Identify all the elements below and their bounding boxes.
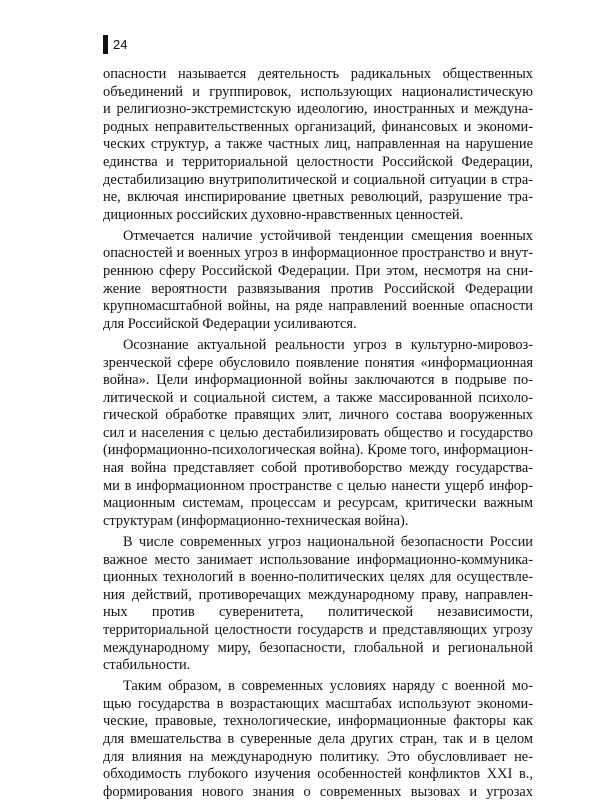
text-line: литической и социальной систем, а также массированной психоло-	[103, 389, 533, 406]
text-line: сил и населения с целью дестабилизировать общество и государство	[103, 424, 533, 441]
text-line: стабильности.	[103, 657, 191, 674]
text-line: реннюю сферу Российской Федерации. При этом, несмотря на сни-	[103, 263, 533, 280]
text-line: война». Цели информационной войны заключаются в подрыве по-	[103, 372, 533, 389]
text-line: обходимость глубокого изучения особенностей конфликтов XXI в.,	[103, 766, 533, 783]
text-line: единства и территориальной целостности Российской Федерации,	[103, 153, 533, 170]
paragraph	[103, 228, 533, 334]
text-line: зренческой сфере обусловило появление понятия «информационная	[103, 354, 533, 371]
text-line: щью государства в возрастающих масштабах используют экономи-	[103, 695, 533, 712]
paragraph	[103, 337, 533, 531]
text-line: жение вероятности развязывания против Российской Федерации	[103, 280, 533, 297]
text-line: ния действий, противоречащих международному праву, направлен-	[103, 586, 533, 603]
text-line: крупномасштабной войны, на ряде направлений военные опасности	[103, 298, 533, 315]
paragraph	[103, 66, 533, 224]
text-line: опасности называется деятельность радикальных общественных	[103, 66, 533, 82]
text-line: Осознание актуальной реальности угроз в культурно-мировоз-	[123, 336, 533, 353]
text-line: международному миру, безопасности, глобальной и региональной	[103, 639, 533, 656]
page-number: 24	[113, 37, 128, 52]
text-line: ная война представляет собой противоборство между государства-	[103, 460, 533, 477]
text-line: ческие, правовые, технологические, информационные факторы как	[103, 713, 533, 730]
text-line: ческих структур, а также частных лиц, направленная на нарушение	[103, 136, 533, 153]
text-line: гической обработке правящих элит, личного состава вооруженных	[103, 407, 533, 424]
text-line: не, включая инспирирование цветных революций, разрушение тра-	[103, 189, 533, 206]
text-line: диционных российских духовно-нравственных ценностей.	[103, 206, 464, 223]
text-line: мационным системам, процессам и ресурсам, критически важным	[103, 495, 533, 512]
text-line: ных против суверенитета, политической независимости,	[103, 604, 533, 621]
text-line: ционных технологий в военно-политических целях для осуществле-	[103, 569, 533, 586]
text-line: формирования нового знания о современных вызовах и угрозах	[103, 783, 533, 800]
text-line: дестабилизацию внутриполитической и социальной ситуации в стра-	[103, 171, 533, 188]
text-line: объединений и группировок, использующих националистическую	[103, 83, 533, 100]
text-line: для вмешательства в суверенные дела других стран, так и в целом	[103, 730, 533, 747]
text-line: для Российской Федерации усиливаются.	[103, 315, 357, 332]
text-line: родных неправительственных организаций, финансовых и экономи-	[103, 118, 533, 135]
text-line: В числе современных угроз национальной безопасности России	[123, 533, 533, 550]
text-line: территориальной целостности государств и представляющих угрозу	[103, 621, 533, 638]
text-line: Таким образом, в современных условиях наряду с военной мо-	[123, 678, 533, 695]
text-line: структурам (информационно-техническая война).	[103, 512, 409, 529]
paragraph	[103, 678, 533, 801]
text-line: Отмечается наличие устойчивой тенденции смещения военных	[123, 227, 533, 244]
text-line: ми в информационном пространстве с целью нанести ущерб инфор-	[103, 477, 533, 494]
text-line: для влияния на международную политику. Это обусловливает не-	[103, 748, 533, 765]
text-line: (информационно-психологическая война). Кроме того, информацион-	[103, 442, 533, 459]
text-line: опасностей и военных угроз в информационное пространство и внут-	[103, 245, 533, 262]
text-line: важное место занимает использование информационно-коммуника-	[103, 551, 533, 568]
page-marker-bar	[103, 35, 108, 54]
body-text	[103, 66, 533, 801]
text-line: и религиозно-экстремистскую идеологию, иностранных и междуна-	[103, 101, 533, 118]
paragraph	[103, 534, 533, 675]
